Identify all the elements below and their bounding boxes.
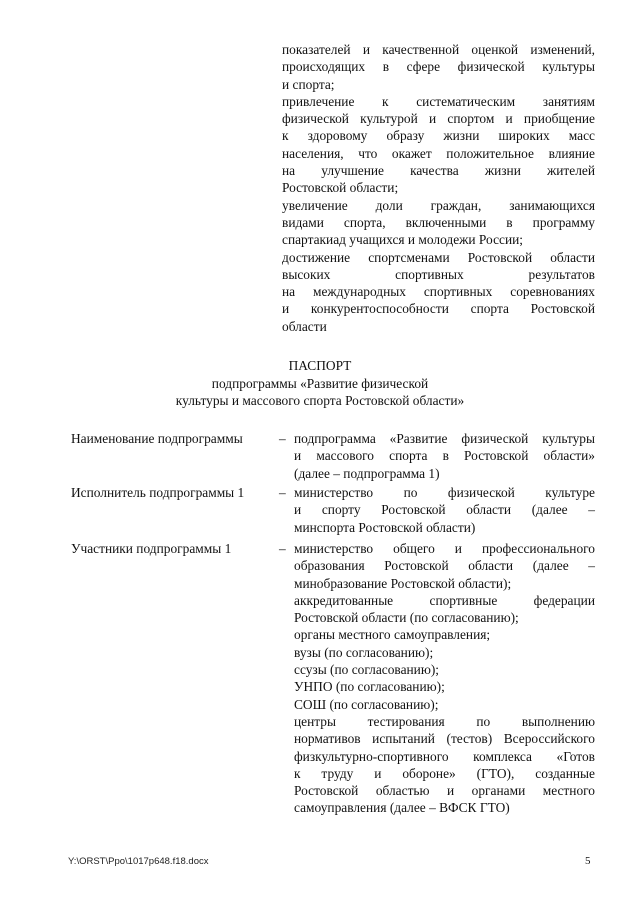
text-line: показателей и качественной оценкой изменений, xyxy=(282,42,595,57)
text-line: населения, что окажет положительное влияние xyxy=(282,145,595,161)
text-line: органы местного самоуправления; xyxy=(294,627,491,643)
page-number: 5 xyxy=(585,855,591,867)
text-line: министерство по физической культуре xyxy=(294,485,595,500)
passport-subtitle-line-2: культуры и массового спорта Ростовской области» xyxy=(175,393,465,408)
text-line: и спорту Ростовской области (далее – xyxy=(294,502,595,518)
text-line: привлечение к систематическим занятиям xyxy=(282,93,595,109)
row-label-executor: Исполнитель подпрограммы 1 xyxy=(71,485,245,500)
text-line: нормативов испытаний (тестов) Всероссийского xyxy=(294,731,595,747)
text-line: физкультурно-спортивного комплекса «Готов xyxy=(294,748,595,764)
text-line: Ростовской областью и органами местного xyxy=(294,783,595,799)
row-dash: – xyxy=(279,541,286,556)
text-line: аккредитованные спортивные федерации xyxy=(294,592,595,608)
text-line: вузы (по согласованию); xyxy=(294,644,434,660)
passport-title: ПАСПОРТ xyxy=(288,358,352,373)
row-label-participants: Участники подпрограммы 1 xyxy=(71,541,232,556)
text-line: происходящих в сфере физической культуры xyxy=(282,59,595,75)
text-line: на международных спортивных соревнованиях xyxy=(282,284,595,300)
text-line: минобразование Ростовской области); xyxy=(294,575,512,591)
row-value-participants xyxy=(294,540,595,817)
row-value-executor xyxy=(294,484,595,536)
passport-subtitle-line-1: подпрограммы «Развитие физической xyxy=(211,376,429,391)
text-line: к здоровому образу жизни широких масс xyxy=(282,128,595,144)
text-line: достижение спортсменами Ростовской области xyxy=(282,249,595,265)
row-value-name xyxy=(294,430,595,482)
footer-file-path: Y:\ORST\Ppo\1017p648.f18.docx xyxy=(68,856,209,867)
goals-text-block xyxy=(282,41,595,335)
text-line: спартакиад учащихся и молодежи России; xyxy=(282,232,524,248)
text-line: министерство общего и профессионального xyxy=(294,541,595,556)
text-line: центры тестирования по выполнению xyxy=(294,713,595,729)
text-line: на улучшение качества жизни жителей xyxy=(282,163,595,179)
text-line: видами спорта, включенными в программу xyxy=(282,214,595,230)
text-line: увеличение доли граждан, занимающихся xyxy=(282,197,595,213)
text-line: области xyxy=(282,318,327,334)
text-line: ссузы (по согласованию); xyxy=(294,662,440,678)
text-line: самоуправления (далее – ВФСК ГТО) xyxy=(294,800,510,816)
row-label-name: Наименование подпрограммы xyxy=(71,431,243,446)
text-line: минспорта Ростовской области) xyxy=(294,519,476,535)
text-line: СОШ (по согласованию); xyxy=(294,696,439,712)
text-line: и спорта; xyxy=(282,76,335,92)
row-dash: – xyxy=(279,485,286,500)
text-line: высоких спортивных результатов xyxy=(282,266,595,282)
text-line: подпрограмма «Развитие физической культуры xyxy=(294,431,595,446)
text-line: и массового спорта в Ростовской области» xyxy=(294,448,595,464)
text-line: образования Ростовской области (далее – xyxy=(294,558,595,574)
text-line: и конкурентоспособности спорта Ростовской xyxy=(282,301,595,317)
row-dash: – xyxy=(279,431,286,446)
text-line: (далее – подпрограмма 1) xyxy=(294,465,440,481)
text-line: Ростовской области (по согласованию); xyxy=(294,610,519,626)
text-line: Ростовской области; xyxy=(282,180,399,196)
text-line: физической культурой и спортом и приобщение xyxy=(282,111,595,127)
text-line: УНПО (по согласованию); xyxy=(294,679,445,695)
text-line: к труду и обороне» (ГТО), созданные xyxy=(294,765,595,781)
